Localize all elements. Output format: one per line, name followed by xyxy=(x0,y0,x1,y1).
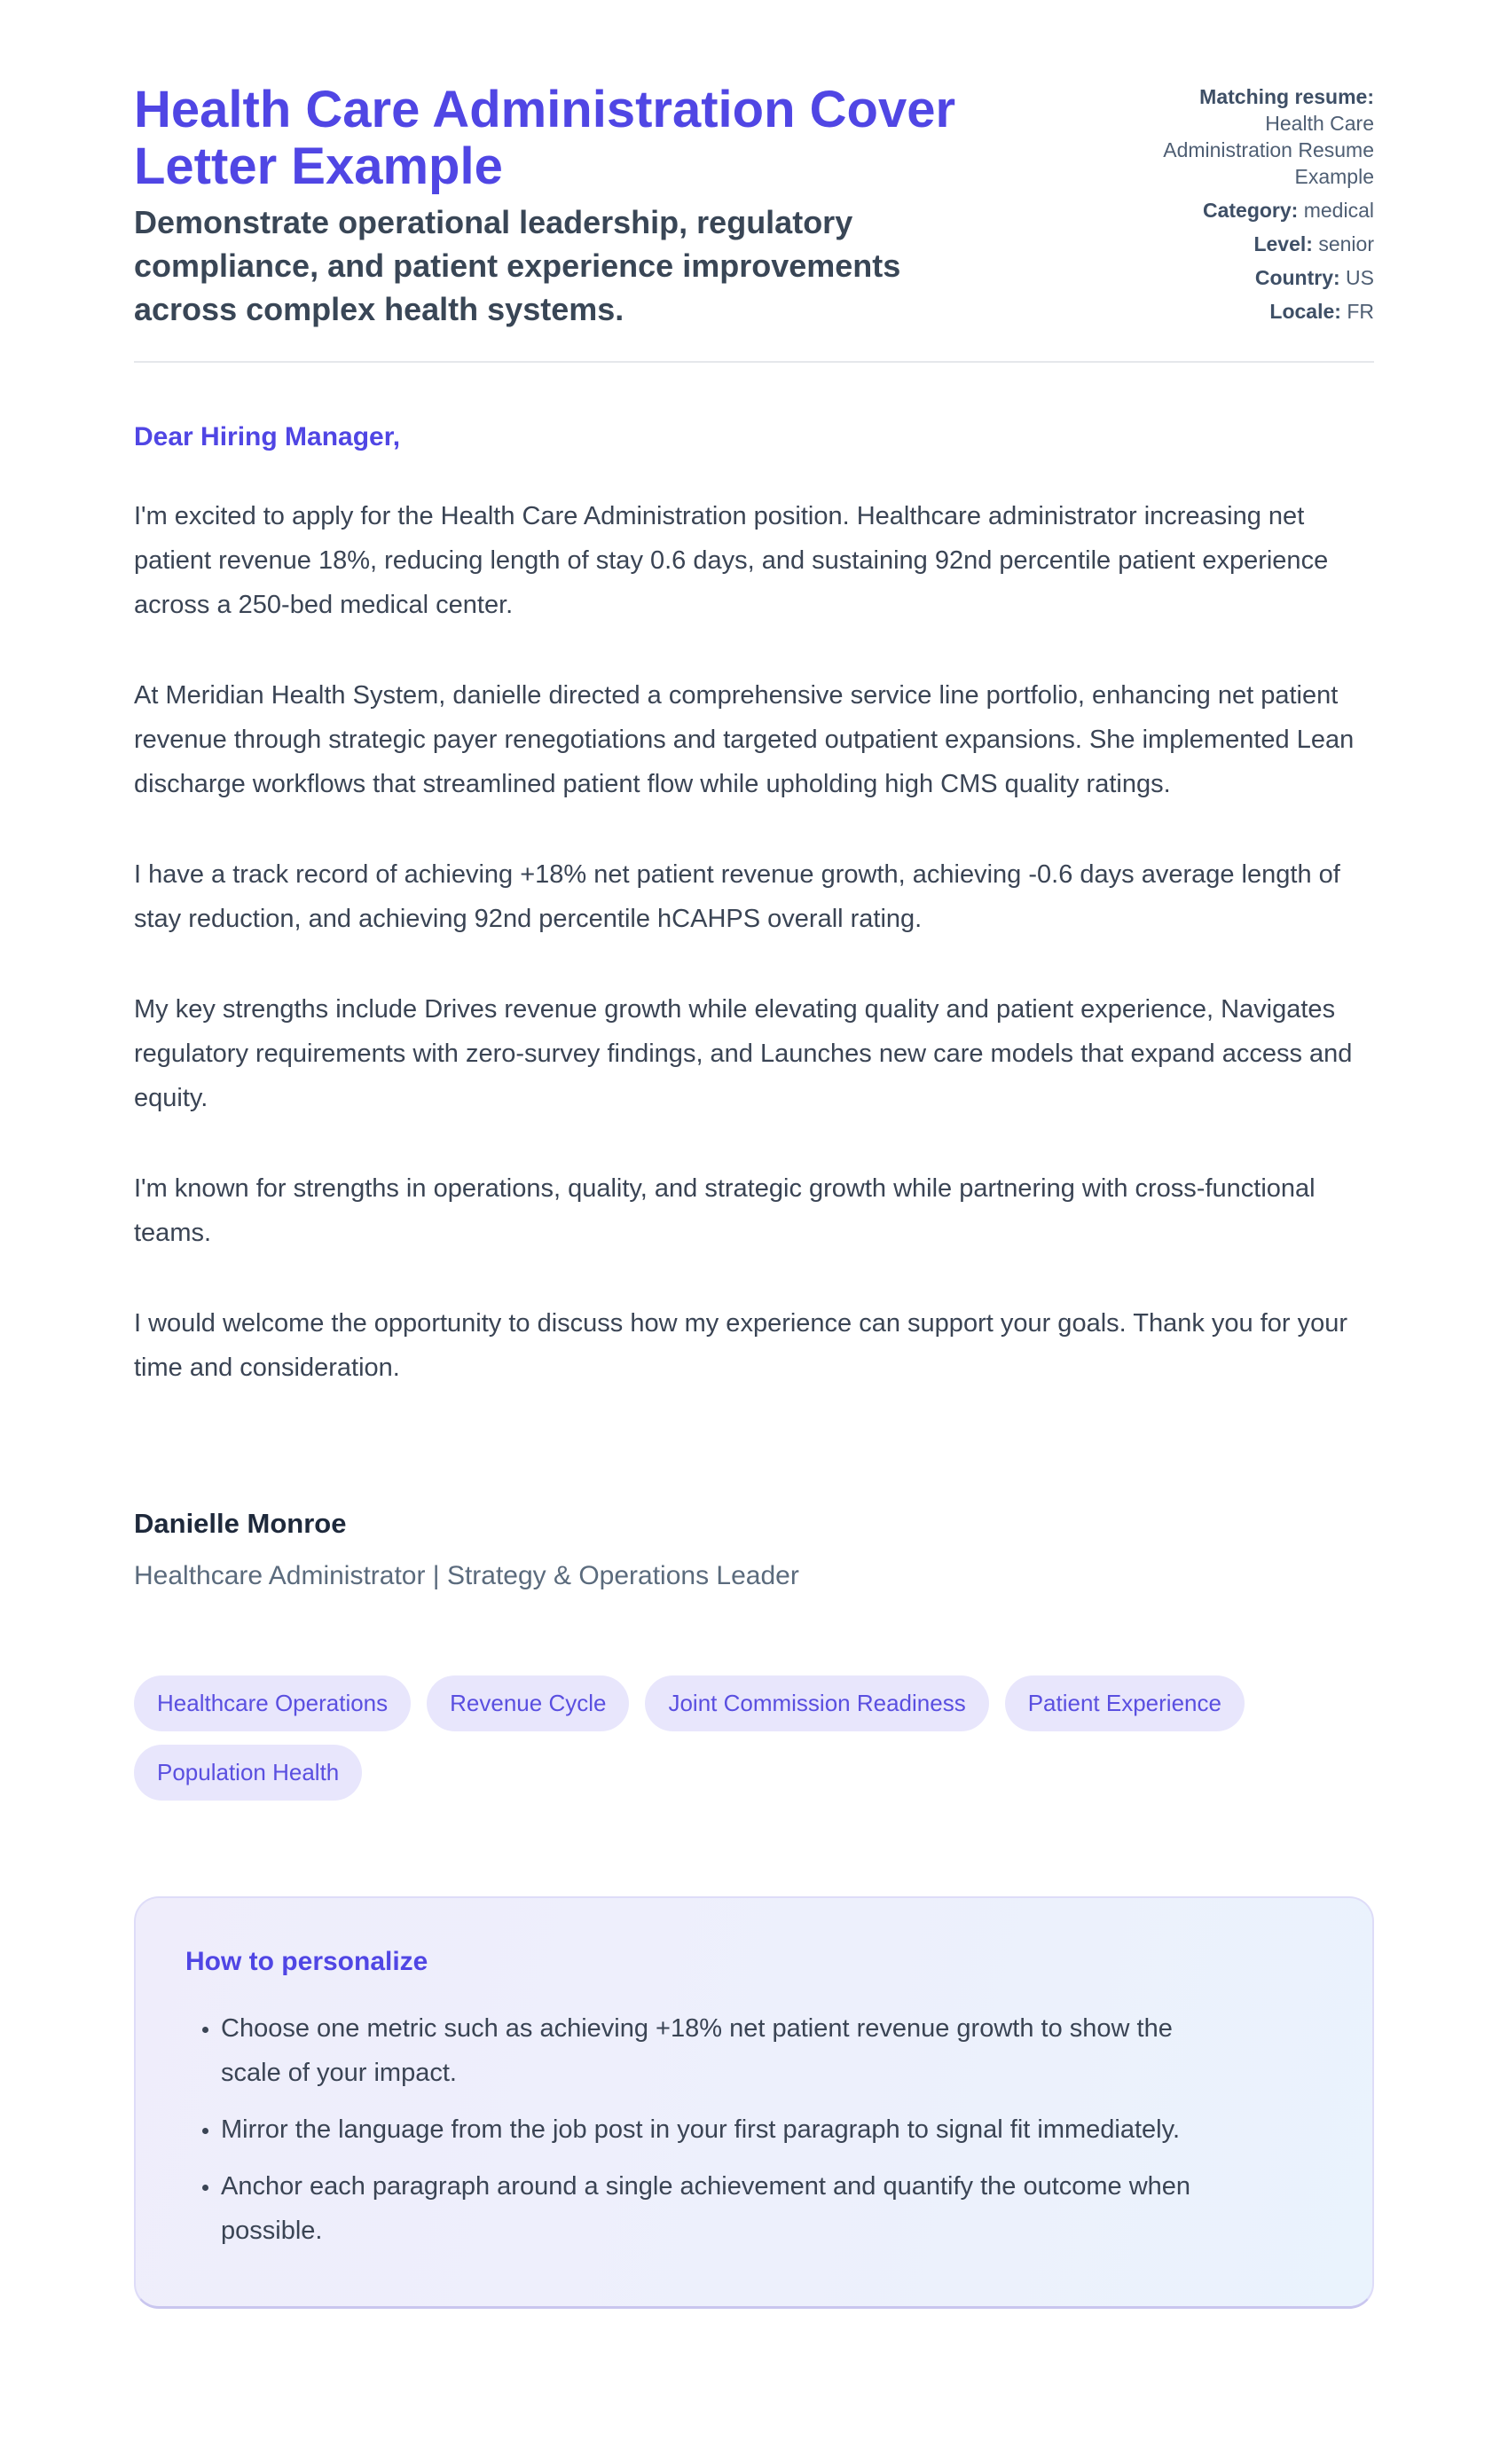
personalize-item-2: • Mirror the language from the job post in your first paragraph to signal fit immediately. xyxy=(221,2107,1214,2152)
page-title: Health Care Administration Cover Letter Example xyxy=(134,81,956,195)
meta-row-level xyxy=(1142,231,1374,257)
meta-panel xyxy=(1142,82,1374,325)
tag-pill-population-health[interactable]: Population Health xyxy=(134,1745,362,1801)
meta-value-category: medical xyxy=(1303,199,1374,222)
letter-paragraph-2: At Meridian Health System, danielle directed a comprehensive service line portfolio, enhancing net patient revenue through strategic payer renegotiations and targeted outpatient expansions. She implemented Lean discharge workflows that streamlined patient flow while upholding high CMS quality ratings. xyxy=(134,681,1355,798)
letter-paragraph-1: I'm excited to apply for the Health Care Administration position. Healthcare administrator increasing net patient revenue 18%, reducing length of stay 0.6 days, and sustaining 92nd percentile patient experience across a 250-bed medical center. xyxy=(134,502,1329,619)
letter-paragraph-6: I would welcome the opportunity to discuss how my experience can support your goals. Thank you for your time and consideration. xyxy=(134,1309,1348,1382)
tag-pill-joint-commission-readiness[interactable]: Joint Commission Readiness xyxy=(645,1675,988,1731)
meta-value-level: senior xyxy=(1318,232,1374,255)
tag-pill-healthcare-operations[interactable]: Healthcare Operations xyxy=(134,1675,411,1731)
meta-row-locale xyxy=(1142,298,1374,325)
matching-resume-label: Matching resume: xyxy=(1199,85,1374,108)
personalize-heading: How to personalize xyxy=(185,1947,428,1976)
salutation: Dear Hiring Manager, xyxy=(134,422,401,451)
meta-value-locale: FR xyxy=(1347,300,1374,323)
meta-row-country xyxy=(1142,264,1374,291)
personalize-list xyxy=(185,2006,1323,2253)
matching-resume-value: Health Care Administration Resume Example xyxy=(1163,112,1374,188)
header-left xyxy=(134,82,1003,331)
meta-label-locale: Locale: xyxy=(1269,300,1341,323)
meta-label-level: Level: xyxy=(1253,232,1313,255)
page-subtitle: Demonstrate operational leadership, regulatory compliance, and patient experience improvements across complex health systems. xyxy=(134,204,901,327)
meta-row-category xyxy=(1142,197,1374,224)
personalize-item-1: • Choose one metric such as achieving +18% net patient revenue growth to show the scale of your impact. xyxy=(221,2006,1214,2095)
tag-pill-patient-experience[interactable]: Patient Experience xyxy=(1005,1675,1245,1731)
letter-paragraph-3: I have a track record of achieving +18% net patient revenue growth, achieving -0.6 days average length of stay reduction, and achieving 92nd percentile hCAHPS overall rating. xyxy=(134,860,1340,933)
letter-paragraph-5: I'm known for strengths in operations, quality, and strategic growth while partnering with cross-functional teams. xyxy=(134,1174,1316,1247)
tag-list xyxy=(134,1675,1374,1801)
personalize-item-3: • Anchor each paragraph around a single achievement and quantify the outcome when possible. xyxy=(221,2164,1214,2253)
personalize-box xyxy=(134,1896,1374,2309)
tag-pill-revenue-cycle[interactable]: Revenue Cycle xyxy=(427,1675,629,1731)
header xyxy=(134,82,1374,331)
signature-name: Danielle Monroe xyxy=(134,1508,347,1539)
signature-role: Healthcare Administrator | Strategy & Operations Leader xyxy=(134,1561,799,1590)
letter-body xyxy=(134,420,1374,2309)
meta-label-country: Country: xyxy=(1254,266,1340,289)
meta-label-category: Category: xyxy=(1202,199,1299,222)
letter-paragraph-4: My key strengths include Drives revenue growth while elevating quality and patient experience, Navigates regulatory requirements with zero-survey findings, and Launches new care models that expand access and equity. xyxy=(134,995,1353,1112)
meta-value-country: US xyxy=(1346,266,1374,289)
header-divider xyxy=(134,361,1374,363)
